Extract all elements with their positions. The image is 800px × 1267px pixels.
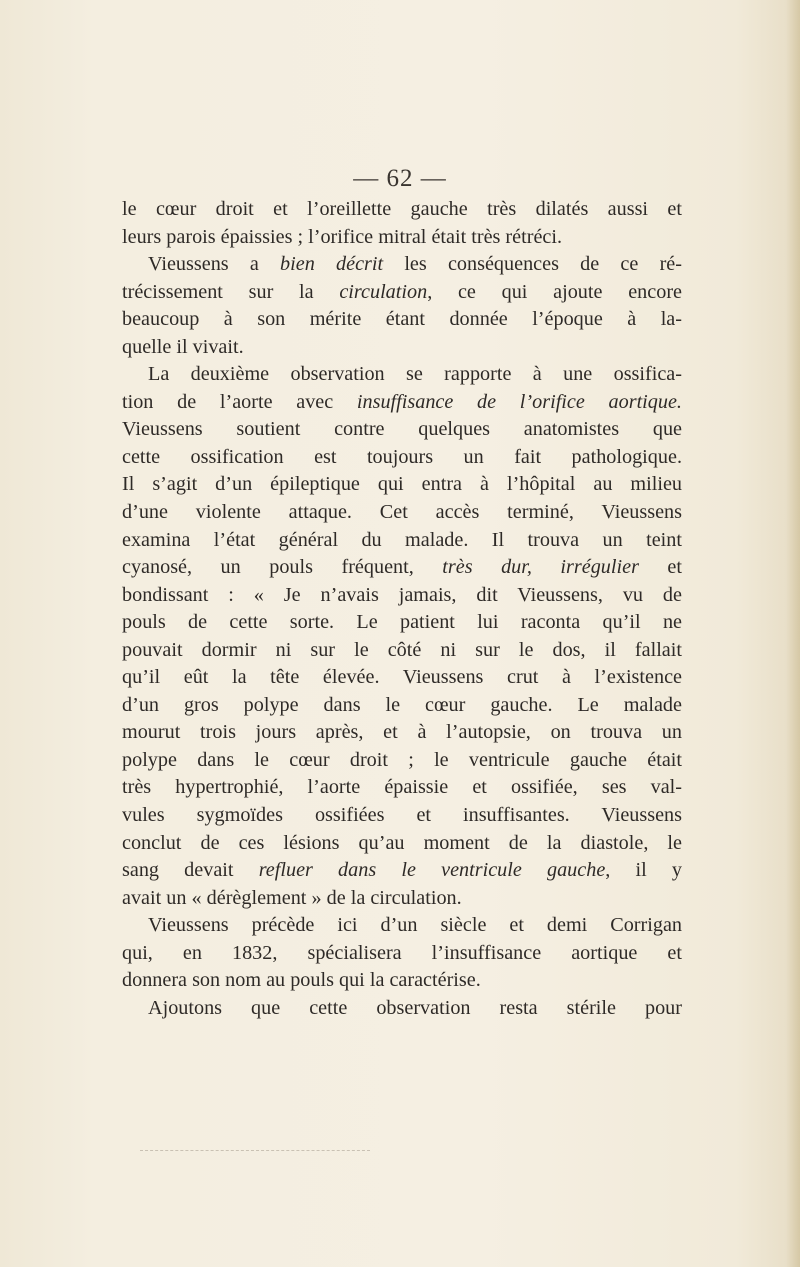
text-line: pouls de cette sorte. Le patient lui raconta qu’il ne — [122, 611, 682, 634]
text-line: tion de l’aorte avec insuffisance de l’orifice aortique. — [122, 390, 682, 413]
text-line: d’une violente attaque. Cet accès terminé, Vieussens — [122, 501, 682, 524]
text-line: quelle il vivait. — [122, 335, 244, 358]
text-line: leurs parois épaissies ; l’orifice mitral était très rétréci. — [122, 225, 563, 248]
text-line: Ajoutons que cette observation resta stérile pour — [148, 996, 682, 1019]
text-line: pouvait dormir ni sur le côté ni sur le dos, il fallait — [122, 638, 682, 661]
text-line: examina l’état général du malade. Il trouva un teint — [122, 528, 682, 551]
paragraph — [122, 196, 682, 251]
text-line: vules sygmoïdes ossifiées et insuffisantes. Vieussens — [122, 804, 682, 827]
paragraph — [122, 251, 682, 361]
text-line: avait un « dérèglement » de la circulation. — [122, 886, 462, 909]
paragraph — [122, 912, 682, 995]
print-smudge — [140, 1150, 370, 1154]
text-line: Vieussens précède ici d’un siècle et demi Corrigan — [148, 914, 682, 937]
text-line: conclut de ces lésions qu’au moment de la diastole, le — [122, 831, 682, 854]
paragraph — [122, 361, 682, 912]
text-line: cyanosé, un pouls fréquent, très dur, irrégulier et — [122, 556, 683, 579]
text-line: polype dans le cœur droit ; le ventricule gauche était — [122, 748, 682, 771]
text-line: bondissant : « Je n’avais jamais, dit Vieussens, vu de — [122, 583, 682, 606]
text-line: sang devait refluer dans le ventricule gauche, il y — [122, 859, 682, 882]
text-line: cette ossification est toujours un fait pathologique. — [122, 445, 682, 468]
text-line: le cœur droit et l’oreillette gauche très dilatés aussi et — [122, 198, 682, 220]
text-line: donnera son nom au pouls qui la caractérise. — [122, 969, 481, 992]
text-line: très hypertrophié, l’aorte épaissie et ossifiée, ses val- — [122, 776, 682, 799]
text-line: d’un gros polype dans le cœur gauche. Le malade — [122, 693, 682, 716]
text-line: La deuxième observation se rapporte à une ossifica- — [148, 363, 682, 386]
paragraph — [122, 995, 682, 1023]
text-line: trécissement sur la circulation, ce qui ajoute encore — [122, 280, 682, 303]
page-number: — 62 — — [353, 165, 447, 192]
text-line: Vieussens a bien décrit les conséquences de ce ré- — [148, 253, 682, 276]
text-line: Vieussens soutient contre quelques anatomistes que — [122, 418, 682, 441]
text-line: mourut trois jours après, et à l’autopsie, on trouva un — [122, 721, 682, 744]
text-line: qu’il eût la tête élevée. Vieussens crut à l’existence — [122, 666, 682, 689]
text-line: Il s’agit d’un épileptique qui entra à l’hôpital au milieu — [122, 473, 682, 496]
text-line: qui, en 1832, spécialisera l’insuffisance aortique et — [122, 941, 682, 964]
body-text — [122, 196, 682, 1022]
text-line: beaucoup à son mérite étant donnée l’époque à la- — [122, 308, 682, 331]
